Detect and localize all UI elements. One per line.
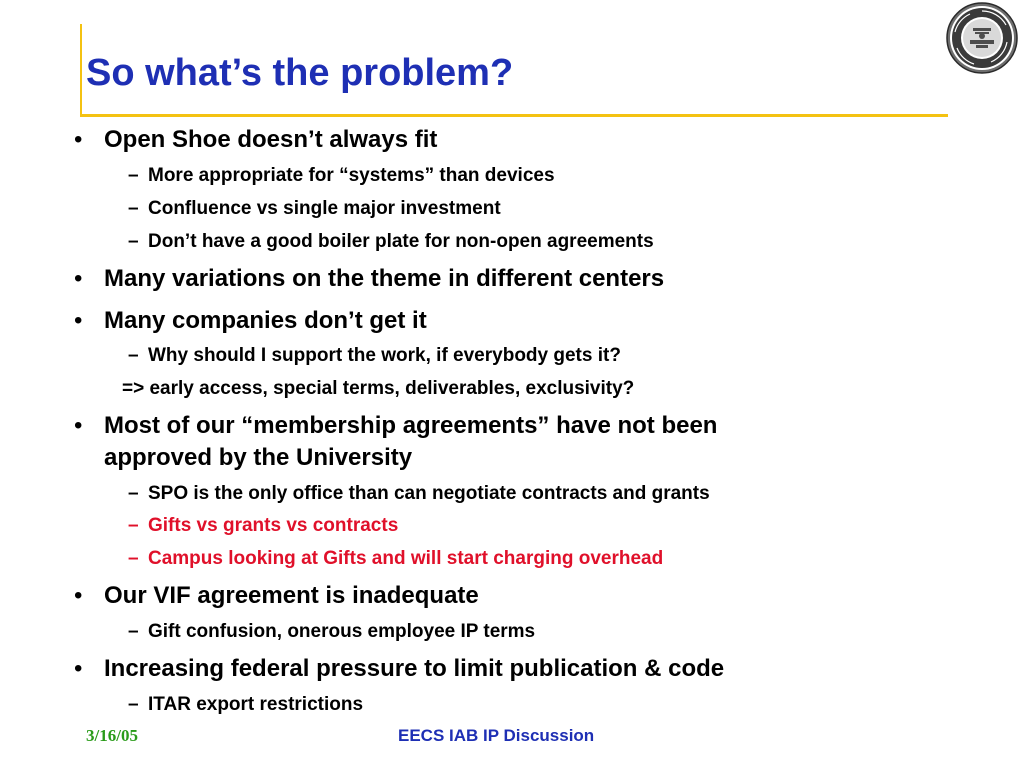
title-vertical-rule [80,24,82,116]
sub-bullet-text: Gift confusion, onerous employee IP terms [148,621,536,642]
bullet-companies [74,306,427,336]
sub-bullet [128,692,364,718]
bullet-federal-pressure [74,654,725,684]
dash-marker: – [128,621,139,642]
sub-bullet-highlighted [128,513,399,539]
bullet-open-shoe [74,125,438,155]
bullet-text: Our VIF agreement is inadequate [104,582,479,609]
sub-bullet-text: Campus looking at Gifts and will start charging overhead [148,548,664,569]
dash-marker: – [128,483,139,504]
university-seal-icon [946,2,1018,74]
bullet-vif-agreement [74,581,479,611]
sub-bullet [128,343,621,369]
sub-bullet-text: Confluence vs single major investment [148,198,501,219]
bullet-marker: • [74,655,83,682]
bullet-text: Many companies don’t get it [104,307,427,334]
sub-bullet-continuation: => early access, special terms, deliverables, exclusivity? [122,378,635,399]
bullet-marker: • [74,307,83,334]
bullet-variations [74,264,665,294]
bullet-text: Many variations on the theme in different centers [104,265,665,292]
bullet-text: Open Shoe doesn’t always fit [104,126,438,153]
dash-marker: – [128,345,139,366]
sub-bullet-text: SPO is the only office than can negotiate contracts and grants [148,483,710,504]
dash-marker: – [128,694,139,715]
sub-bullet-text: Don’t have a good boiler plate for non-open agreements [148,231,654,252]
sub-bullet-text: More appropriate for “systems” than devices [148,165,555,186]
bullet-text: Most of our “membership agreements” have not been [104,412,718,439]
sub-bullet [128,229,654,255]
bullet-marker: • [74,265,83,292]
sub-bullet-text: ITAR export restrictions [148,694,364,715]
sub-bullet [128,619,536,645]
dash-marker: – [128,165,139,186]
dash-marker: – [128,231,139,252]
sub-bullet [128,196,501,222]
title-underline-rule [80,114,948,117]
sub-bullet-text: Why should I support the work, if everybody gets it? [148,345,621,366]
bullet-text-continuation: approved by the University [104,444,413,471]
slide-title: So what’s the problem? [86,52,514,94]
bullet-marker: • [74,582,83,609]
bullet-marker: • [74,126,83,153]
dash-marker: – [128,198,139,219]
bullet-membership-agreements [74,411,718,441]
footer-title: EECS IAB IP Discussion [398,726,595,745]
sub-bullet [128,163,555,189]
sub-bullet [128,481,710,507]
dash-marker: – [128,548,139,569]
footer-date: 3/16/05 [86,726,138,745]
sub-bullet-highlighted [128,546,664,572]
dash-marker: – [128,515,139,536]
sub-bullet-text: Gifts vs grants vs contracts [148,515,399,536]
bullet-marker: • [74,412,83,439]
bullet-text: Increasing federal pressure to limit publication & code [104,655,725,682]
